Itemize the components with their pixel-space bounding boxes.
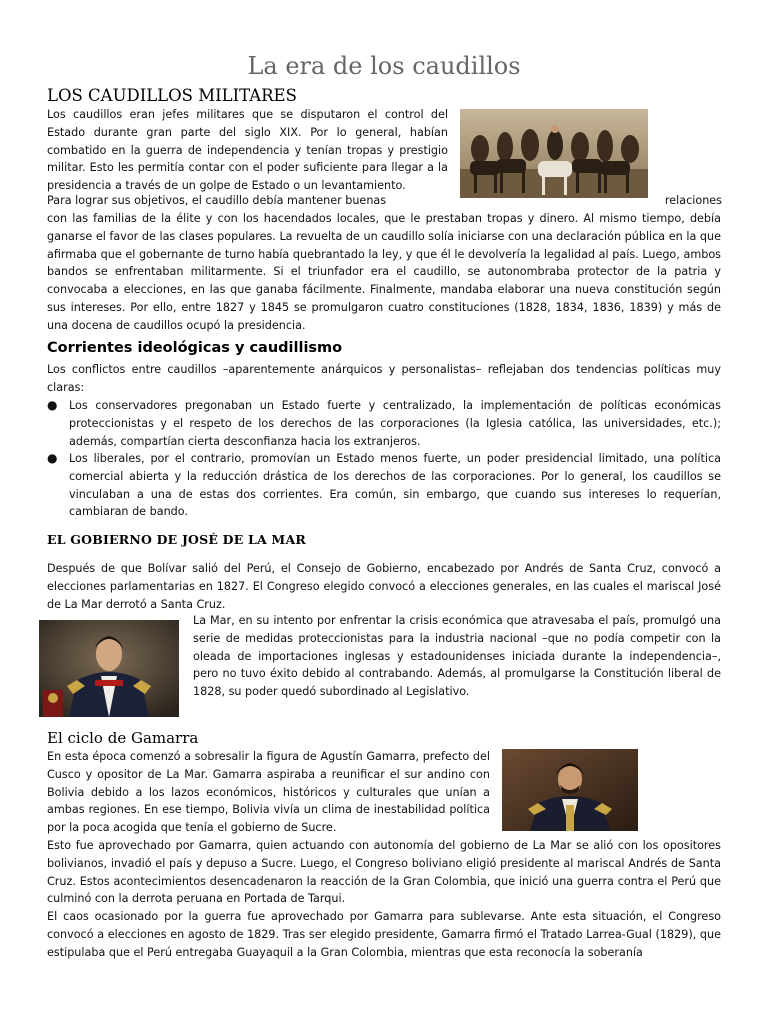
paragraph-caudillos-intro: Los caudillos eran jefes militares que se disputaron el control del Estado durante gran parte del siglo XIX. Por lo general, habían combatido en la guerra de independencia y tenían tropas y prestigio militar. Esto les permitía contar con el poder suficiente para llegar a la presidencia a través de un golpe de Estado o un levantamiento. [47, 108, 448, 193]
bullet-icon: ● [47, 451, 58, 465]
paragraph-caudillos-relaciones: relaciones [664, 194, 722, 207]
paragraph-la-mar-medidas: La Mar, en su intento por enfrentar la crisis económica que atravesaba el país, promulgó una serie de medidas proteccionistas para la industria nacional –que no podía competir con la oleada de importaciones inglesas y estadounidenses iniciada durante la independencia–, pero no tuvo éxito debido al contrabando. Además, al promulgarse la Constitución liberal de 1828, su poder quedó subordinado al Legislativo. [193, 614, 721, 699]
section-heading-corrientes: Corrientes ideológicas y caudillismo [47, 340, 343, 356]
paragraph-corrientes-intro: Los conflictos entre caudillos –aparentemente anárquicos y personalistas– reflejaban dos tendencias políticas muy claras: [47, 363, 721, 394]
agustin-gamarra-portrait-icon [502, 749, 638, 831]
paragraph-la-mar-elecciones: Después de que Bolívar salió del Perú, el Consejo de Gobierno, encabezado por Andrés de Santa Cruz, convocó a elecciones parlamentarias en 1827. El Congreso elegido convocó a elecciones generales, en las cuales el mariscal José de La Mar derrotó a Santa Cruz. [47, 562, 721, 611]
section-heading-gamarra: El ciclo de Gamarra [47, 729, 199, 747]
section-heading-la-mar: EL GOBIERNO DE JOSÉ DE LA MAR [47, 532, 306, 547]
paragraph-gamarra-caos: El caos ocasionado por la guerra fue aprovechado por Gamarra para sublevarse. Ante esta situación, el Congreso convocó a elecciones en agosto de 1829. Tras ser elegido presidente, Gamarra firmó el Tratado Larrea-Gual (1829), que estipulaba que el Perú entregaba Guayaquil a la Gran Colombia, mientras que esta reconocía la soberanía [47, 910, 721, 959]
bullet-icon: ● [47, 398, 58, 412]
gamarra-portrait-image [502, 749, 638, 831]
page-title: La era de los caudillos [247, 52, 521, 80]
paragraph-caudillos-elite: con las familias de la élite y con los hacendados locales, que le prestaban tropas y dinero. Al mismo tiempo, debía ganarse el favor de las clases populares. La revuelta de un caudillo solía iniciarse con una declaración pública en la que afirmaba que el gobernante de turno había quebrantado la ley, y que él le devolvería la legalidad al país. Luego, ambos bandos se enfrentaban militarmente. Si el triunfador era el caudillo, se autonombraba protector de la patria y convocaba a elecciones, en las que ganaba fácilmente. Finalmente, mandaba elaborar una nueva constitución según sus intereses. Por ello, entre 1827 y 1845 se promulgaron cuatro constituciones (1828, 1834, 1836, 1839) y más de una docena de caudillos ocupó la presidencia. [47, 212, 721, 332]
la-mar-portrait-image [39, 620, 179, 717]
caudillos-painting-image [460, 109, 648, 198]
paragraph-gamarra-bolivia: Esto fue aprovechado por Gamarra, quien actuando con autonomía del gobierno de La Mar se alió con los opositores bolivianos, invadió el país y depuso a Sucre. Luego, el Congreso boliviano eligió presidente al mariscal Andrés de Santa Cruz. Estos acontecimientos desencadenaron la reacción de la Gran Colombia, que inició una guerra contra el Perú que culminó con la derrota peruana en Portada de Tarqui. [47, 839, 721, 906]
bullet-text-conservadores: Los conservadores pregonaban un Estado fuerte y centralizado, la implementación de políticas económicas proteccionistas y el respeto de los derechos de las corporaciones (la Iglesia católica, las universidades, etc.); además, compartían cierta desconfianza hacia los extranjeros. [69, 399, 721, 448]
paragraph-gamarra-intro: En esta época comenzó a sobresalir la figura de Agustín Gamarra, prefecto del Cusco y opositor de La Mar. Gamarra aspiraba a reunificar el sur andino con Bolivia debido a los lazos económicos, históricos y culturales que unían a ambas regiones. En ese tiempo, Bolivia vivía un clima de inestabilidad política por la poca acogida que tenía el gobierno de Sucre. [47, 750, 490, 835]
bullet-text-liberales: Los liberales, por el contrario, promovían un Estado menos fuerte, un poder presidencial limitado, una política comercial abierta y la reducción drástica de los derechos de las corporaciones. Por lo general, los caudillos se vinculaban a una de estas dos corrientes. Era común, sin embargo, que cuando sus intereses lo requerían, cambiaran de bando. [69, 452, 721, 519]
section-heading-caudillos-militares: LOS CAUDILLOS MILITARES [47, 86, 297, 105]
paragraph-caudillos-objetivos: Para lograr sus objetivos, el caudillo debía mantener buenas [47, 194, 387, 207]
jose-de-la-mar-portrait-icon [39, 620, 179, 717]
caudillos-on-horseback-icon [460, 109, 648, 198]
